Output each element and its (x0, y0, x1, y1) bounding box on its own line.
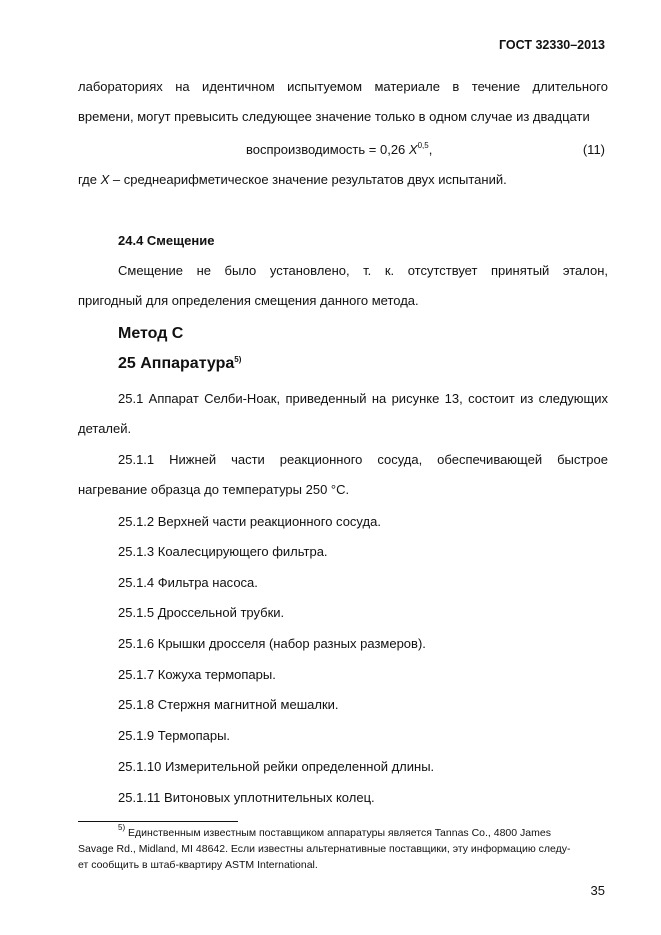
section-25-title (118, 355, 241, 373)
para1-line1: лабораториях на идентичном испытуемом материале в течение длительного (78, 79, 608, 94)
item-25-1-5: 25.1.5 Дроссельной трубки. (118, 605, 285, 620)
equation-number: (11) (582, 142, 605, 157)
footnote-ref: 5) (234, 355, 242, 364)
formula-exp: 0,5 (417, 141, 429, 150)
item-25-1-9: 25.1.9 Термопары. (118, 728, 231, 743)
formula-suffix: , (428, 142, 433, 157)
footnote-text1: Единственным известным поставщиком аппаратуры является Tannas Co., 4800 James (125, 827, 551, 839)
item-25-1-1-line2: нагревание образца до температуры 250 °С. (78, 482, 350, 497)
para1-line2: времени, могут превысить следующее значение только в одном случае из двадцати (78, 109, 590, 124)
footnote-line3: ет сообщить в штаб-квартиру ASTM International. (78, 859, 318, 871)
where-line (78, 172, 608, 188)
section-25-text: 25 Аппаратура (118, 355, 235, 372)
section-24-4-line1: Смещение не было установлено, т. к. отсутствует принятый эталон, (118, 263, 608, 278)
item-25-1-line1: 25.1 Аппарат Селби-Ноак, приведенный на рисунке 13, состоит из следующих (118, 391, 608, 406)
standard-code: ГОСТ 32330–2013 (499, 38, 605, 52)
item-25-1-line2: деталей. (78, 421, 132, 436)
footnote-mark: 5) (118, 823, 126, 832)
formula (246, 142, 432, 157)
where-pre: где (78, 172, 101, 187)
method-title: Метод С (118, 325, 184, 342)
page-number: 35 (590, 883, 605, 898)
section-24-4-title: 24.4 Смещение (118, 233, 215, 248)
footnote-divider (78, 821, 238, 822)
item-25-1-6: 25.1.6 Крышки дросселя (набор разных размеров). (118, 636, 426, 651)
where-var: X (100, 172, 110, 187)
formula-prefix: воспроизводимость = 0,26 (246, 142, 409, 157)
item-25-1-2: 25.1.2 Верхней части реакционного сосуда. (118, 514, 381, 529)
footnote-line1 (118, 825, 608, 841)
item-25-1-4: 25.1.4 Фильтра насоса. (118, 575, 258, 590)
item-25-1-10: 25.1.10 Измерительной рейки определенной длины. (118, 759, 435, 774)
item-25-1-8: 25.1.8 Стержня магнитной мешалки. (118, 697, 339, 712)
section-24-4-line2: пригодный для определения смещения данного метода. (78, 293, 419, 308)
item-25-1-3: 25.1.3 Коалесцирующего фильтра. (118, 544, 328, 559)
item-25-1-7: 25.1.7 Кожуха термопары. (118, 667, 276, 682)
formula-var: X (408, 142, 418, 157)
footnote-line2: Savage Rd., Midland, MI 48642. Если известны альтернативные поставщики, эту информацию следу- (78, 843, 571, 855)
item-25-1-11: 25.1.11 Витоновых уплотнительных колец. (118, 790, 375, 805)
item-25-1-1-line1: 25.1.1 Нижней части реакционного сосуда, обеспечивающей быстрое (118, 452, 608, 467)
where-rest: – среднеарифметическое значение результатов двух испытаний. (109, 172, 507, 187)
